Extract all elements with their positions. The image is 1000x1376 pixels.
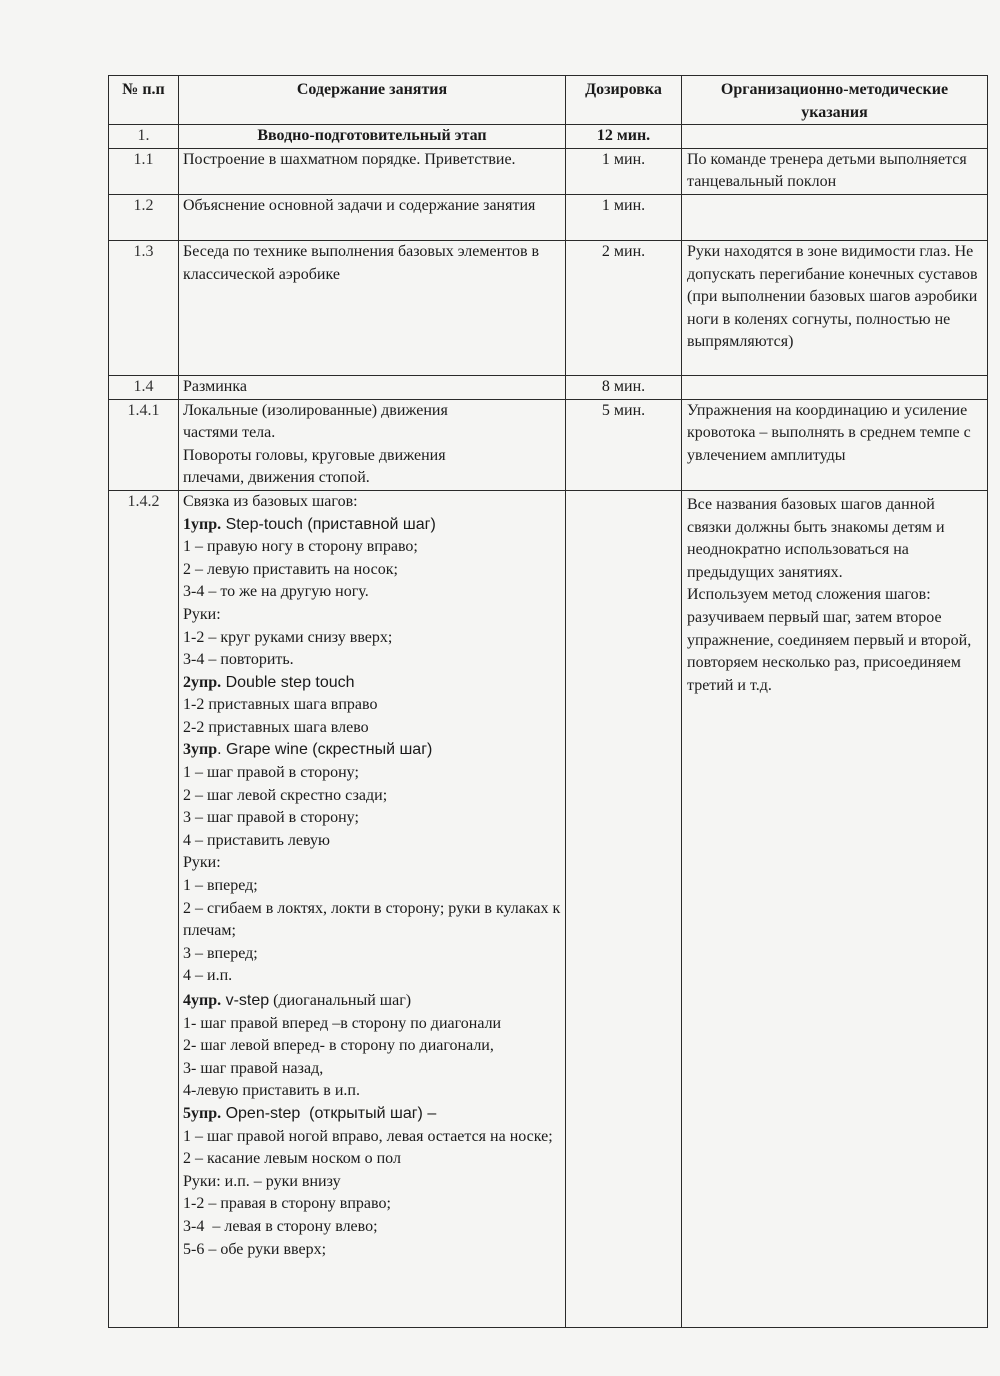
exercise-line: 1- шаг правой вперед –в сторону по диагонали [183,1014,502,1032]
row-dose: 8 мин. [566,375,682,399]
row-content: Беседа по технике выполнения базовых элементов в классической аэробике [179,240,566,375]
row-content: Разминка [179,375,566,399]
stage-num: 1. [109,125,179,149]
content-line: плечами, движения стопой. [183,469,370,487]
notes-paragraph: Все названия базовых шагов данной связки должны быть знакомы детям и неоднократно использоваться на предыдущих занятиях. [687,495,949,581]
table-row [109,490,988,1327]
exercise-3-title [183,739,561,762]
row-notes [682,375,988,399]
notes-paragraph: Используем метод сложения шагов: разучиваем первый шаг, затем второе упражнение, соединяем первый и второй, повторяем несколько раз, присоединяем третий и т.д. [687,586,976,694]
row-notes [682,194,988,240]
exercise-name: Step-touch (приставной шаг) [221,515,436,533]
content-line: частями тела. [183,424,276,442]
row-num: 1.4.2 [109,490,179,1327]
row-notes: По команде тренера детьми выполняется танцевальный поклон [682,148,988,194]
exercise-line: 3-4 – повторить. [183,651,294,669]
row-num: 1.3 [109,240,179,375]
row-num: 1.4 [109,375,179,399]
stage-dose: 12 мин. [566,125,682,149]
exercise-line: 2- шаг левой вперед- в сторону по диагонали, [183,1037,494,1055]
header-num: № п.п [109,76,179,125]
table-header-row [109,76,988,125]
exercise-line: 4 – приставить левую [183,831,330,849]
content-intro: Связка из базовых шагов: [183,492,358,510]
exercise-line: 5-6 – обе руки вверх; [183,1240,327,1258]
row-content [179,490,566,1327]
row-dose: 5 мин. [566,399,682,490]
row-num: 1.1 [109,148,179,194]
row-notes: Руки находятся в зоне видимости глаз. Не допускать перегибание конечных суставов (при выполнении базовых шагов аэробики ноги в коленях согнуты, полностью не выпрямляются) [682,240,988,375]
exercise-line: Руки: и.п. – руки внизу [183,1172,341,1190]
exercise-line: 1-2 – круг руками снизу вверх; [183,628,393,646]
table-row [109,375,988,399]
exercise-line: 3 – вперед; [183,944,258,962]
table-row [109,148,988,194]
lesson-plan-table [108,75,988,1328]
exercise-line: 1 – правую ногу в сторону вправо; [183,538,418,556]
row-dose [566,490,682,1327]
exercise-name: v-step [221,992,270,1009]
row-dose: 2 мин. [566,240,682,375]
exercise-line: 1-2 – правая в сторону вправо; [183,1195,391,1213]
exercise-line: 4 – и.п. [183,967,233,985]
row-num: 1.4.1 [109,399,179,490]
exercise-line: 3-4 – левая в сторону влево; [183,1217,378,1235]
stage-row [109,125,988,149]
exercise-name: Double step touch [221,673,355,691]
exercise-line: 2 – левую приставить на носок; [183,560,398,578]
exercise-line: 1-2 приставных шага вправо [183,696,378,714]
row-num: 1.2 [109,194,179,240]
exercise-line: 1 – вперед; [183,877,258,895]
row-dose: 1 мин. [566,194,682,240]
exercise-name-tail: (диоганальный шаг) [269,992,412,1009]
row-content [179,399,566,490]
content-line: Повороты головы, круговые движения [183,446,446,464]
header-dose: Дозировка [566,76,682,125]
table-row [109,399,988,490]
exercise-label: 3упр [183,741,218,759]
exercise-label: 5упр. [183,1104,222,1122]
exercise-5-title [183,1103,561,1126]
row-notes: Упражнения на координацию и усиление кровотока – выполнять в среднем темпе с увлечением амплитуды [682,399,988,490]
exercise-line: Руки: [183,854,221,872]
exercise-name: Open-step (открытый шаг) – [221,1104,437,1122]
row-content: Объяснение основной задачи и содержание занятия [179,194,566,240]
row-content: Построение в шахматном порядке. Приветствие. [179,148,566,194]
document-page [108,75,987,1328]
exercise-line: 2 – шаг левой скрестно сзади; [183,786,388,804]
exercise-label: 1упр. [183,515,222,533]
row-dose: 1 мин. [566,148,682,194]
exercise-1-title [183,514,561,537]
exercise-2-title [183,672,561,695]
header-notes: Организационно-методические указания [682,76,988,125]
content-line: Локальные (изолированные) движения [183,401,448,419]
exercise-4-title [183,990,561,1013]
row-notes [682,490,988,1327]
exercise-line: 3- шаг правой назад, [183,1059,324,1077]
exercise-line: 2 – сгибаем в локтях, локти в сторону; руки в кулаках к плечам; [183,899,565,940]
exercise-line: Руки: [183,605,221,623]
exercise-line: 2-2 приставных шага влево [183,718,369,736]
exercise-label: 2упр. [183,673,222,691]
table-row [109,240,988,375]
header-content: Содержание занятия [179,76,566,125]
exercise-line: 3 – шаг правой в сторону; [183,809,359,827]
exercise-line: 2 – касание левым носком о пол [183,1150,401,1168]
exercise-line: 4-левую приставить в и.п. [183,1082,360,1100]
exercise-label: 4упр. [183,992,222,1009]
exercise-line: 1 – шаг правой в сторону; [183,764,359,782]
exercise-line: 1 – шаг правой ногой вправо, левая остается на носке; [183,1127,553,1145]
stage-notes [682,125,988,149]
exercise-line: 3-4 – то же на другую ногу. [183,583,369,601]
exercise-name: . Grape wine (скрестный шаг) [217,741,433,759]
stage-title: Вводно-подготовительный этап [179,125,566,149]
table-row [109,194,988,240]
